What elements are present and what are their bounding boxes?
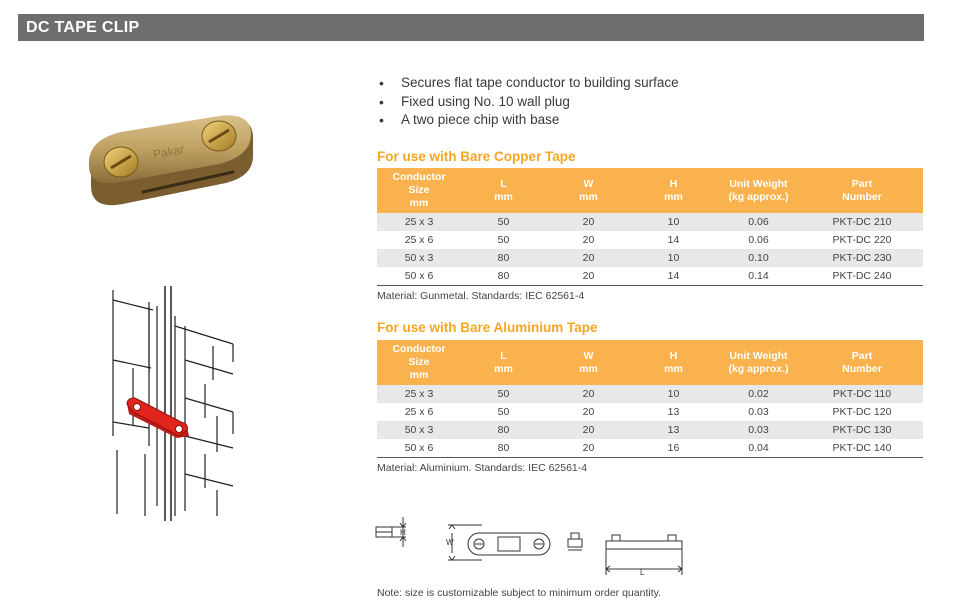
table-row (377, 439, 923, 458)
cell: 25 x 3 (377, 213, 461, 231)
cell: 80 (461, 421, 546, 439)
cell: 50 x 3 (377, 249, 461, 267)
cell: 20 (546, 439, 631, 458)
cell: PKT-DC 130 (801, 421, 923, 439)
footer-note: Note: size is customizable subject to minimum order quantity. (377, 587, 662, 599)
cell: 50 x 6 (377, 439, 461, 458)
cell: PKT-DC 110 (801, 385, 923, 403)
col-header-h: H mm (631, 340, 716, 385)
cell: 14 (631, 267, 716, 286)
cell: 25 x 6 (404, 234, 434, 246)
dimension-diagram (372, 505, 692, 577)
cell: 50 (461, 213, 546, 231)
cell: 80 (461, 439, 546, 458)
feature-list (377, 74, 679, 130)
cell: PKT-DC 240 (801, 267, 923, 286)
aluminium-section-title: For use with Bare Aluminium Tape (377, 320, 598, 335)
cell: PKT-DC 220 (832, 234, 892, 246)
tape-clip-photo (83, 112, 258, 220)
table-row (377, 249, 923, 267)
table-row (377, 421, 923, 439)
cell: 14 (667, 234, 680, 246)
table-row (377, 403, 923, 421)
cell: 20 (546, 385, 631, 403)
cell: 0.03 (716, 421, 801, 439)
table-row (377, 267, 923, 286)
feature-item: • A two piece chip with base (377, 111, 679, 130)
col-header-part-number: Part Number (801, 168, 923, 213)
cell: PKT-DC 140 (801, 439, 923, 458)
feature-item: • Secures flat tape conductor to building surface (377, 74, 679, 93)
cell: 0.04 (716, 439, 801, 458)
cell: 13 (667, 406, 680, 418)
col-header-h: H mm (631, 168, 716, 213)
cell: 20 (546, 249, 631, 267)
cell: 10 (631, 213, 716, 231)
col-header-w: W mm (546, 340, 631, 385)
cell: 10 (631, 249, 716, 267)
cell: 0.06 (716, 213, 801, 231)
cell: 0.02 (716, 385, 801, 403)
h-dimension-label: H (400, 528, 406, 537)
col-header-conductor-size: Conductor Size mm (377, 168, 461, 213)
cell: PKT-DC 210 (801, 213, 923, 231)
col-header-unit-weight: Unit Weight (kg approx.) (716, 168, 801, 213)
cell: PKT-DC 230 (801, 249, 923, 267)
cell: 0.03 (748, 406, 769, 418)
cell: 13 (631, 421, 716, 439)
cell: 80 (461, 249, 546, 267)
col-header-part-number: Part Number (801, 340, 923, 385)
w-dimension-label: W (446, 538, 454, 547)
table-header-row (377, 168, 923, 213)
cell: 0.10 (716, 249, 801, 267)
cell: 50 x 6 (377, 267, 461, 286)
table-row (377, 231, 923, 249)
page-title: DC TAPE CLIP (18, 14, 924, 41)
cell: 10 (631, 385, 716, 403)
cell: 20 (546, 421, 631, 439)
cell: 50 x 3 (377, 421, 461, 439)
cell: PKT-DC 120 (832, 406, 892, 418)
cell: 0.06 (748, 234, 769, 246)
col-header-l: L mm (461, 168, 546, 213)
cell: 20 (582, 234, 595, 246)
table-header-row (377, 340, 923, 385)
cell: 20 (546, 267, 631, 286)
feature-item: • Fixed using No. 10 wall plug (377, 93, 679, 112)
l-dimension-label: L (640, 568, 645, 577)
table-row (377, 213, 923, 231)
copper-material-note: Material: Gunmetal. Standards: IEC 62561-4 (377, 290, 585, 302)
col-header-conductor-size: Conductor Size mm (377, 340, 461, 385)
cell: 20 (582, 406, 595, 418)
aluminium-material-note: Material: Aluminium. Standards: IEC 62561-4 (377, 462, 588, 474)
wall-installation-illustration (105, 286, 240, 521)
copper-section-title: For use with Bare Copper Tape (377, 149, 576, 164)
aluminium-spec-table (377, 340, 923, 458)
cell: 16 (631, 439, 716, 458)
col-header-w: W mm (546, 168, 631, 213)
cell: 25 x 3 (377, 385, 461, 403)
cell: 80 (461, 267, 546, 286)
cell: 20 (546, 213, 631, 231)
cell: 25 x 6 (404, 406, 434, 418)
cell: 50 (461, 385, 546, 403)
table-row (377, 385, 923, 403)
svg-text:Pakar: Pakar (152, 142, 186, 162)
col-header-unit-weight: Unit Weight (kg approx.) (716, 340, 801, 385)
cell: 50 (497, 234, 510, 246)
cell: 50 (497, 406, 510, 418)
copper-spec-table (377, 168, 923, 286)
col-header-l: L mm (461, 340, 546, 385)
cell: 0.14 (716, 267, 801, 286)
